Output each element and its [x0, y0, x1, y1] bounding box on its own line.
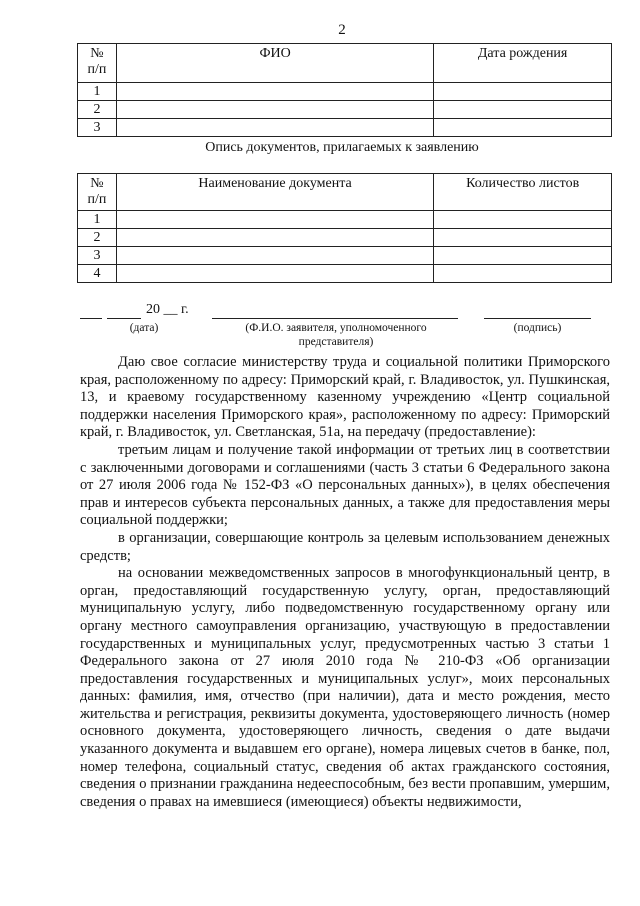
row-number: 3: [78, 119, 117, 137]
paragraph: Даю свое согласие министерству труда и социальной политики Приморского края, расположенному по адресу: Приморский край, г. Владивосток, ул. Пушкинская, 13, и краевому государственному казенному учреждению «Центр социальной поддержки населения Приморского края», расположенному по адресу: Приморский край, г. Владивосток, ул. Светланская, 51а, на передачу (предоставление):: [80, 354, 610, 441]
table-row: [78, 229, 612, 247]
document-cell[interactable]: [116, 247, 433, 265]
row-number: 1: [78, 211, 117, 229]
header-dob: Дата рождения: [434, 44, 612, 83]
persons-table: [77, 43, 612, 137]
fio-cell[interactable]: [116, 101, 433, 119]
table-row: [78, 119, 612, 137]
paragraph: на основании межведомственных запросов в многофункциональный центр, в орган, предоставляющий государственную услугу, орган, предоставляющий муниципальную услугу, либо подведомственную государственному органу или органу местного самоуправления организацию, участвующую в предоставлении государственных и муниципальных услуг, предусмотренных частью 3 статьи 1 Федерального закона от 27 июля 2010 года № 210-ФЗ «Об организации предоставления государственных и муниципальных услуг», моих персональных данных: фамилия, имя, отчество (при наличии), дата и место рождения, место жительства и регистрация, реквизиты документа, удостоверяющего личность (номер основного документа, удостоверяющего личность, сведения о дате выдачи указанного документа и выдавшем его органе), номера лицевых счетов в банке, пол, номер телефона, социальный статус, сведения об актах гражданского состояния, сведения о признании гражданина недееспособным, без вести пропавшим, умершим, сведения о правах на имевшиеся (имеющиеся) объекты недвижимости,: [80, 565, 610, 810]
row-number: 3: [78, 247, 117, 265]
document-cell[interactable]: [116, 211, 433, 229]
fio-signature-line[interactable]: [212, 304, 458, 319]
date-day-blank[interactable]: [80, 304, 102, 319]
table-row: [78, 101, 612, 119]
dob-cell[interactable]: [434, 101, 612, 119]
row-number: 4: [78, 265, 117, 283]
table-row: [78, 247, 612, 265]
signature-label: (подпись): [513, 322, 562, 334]
table-row: [78, 265, 612, 283]
date-year-text: 20 __ г.: [146, 302, 189, 317]
dob-cell[interactable]: [434, 83, 612, 101]
fio-label: (Ф.И.О. заявителя, уполномоченного представителя): [245, 322, 427, 348]
header-fio: ФИО: [116, 44, 433, 83]
table-header-row: [78, 174, 612, 211]
documents-table: [77, 173, 612, 283]
fio-cell[interactable]: [116, 83, 433, 101]
paragraph: в организации, совершающие контроль за целевым использованием денежных средств;: [80, 529, 610, 564]
sheets-cell[interactable]: [434, 229, 612, 247]
dob-cell[interactable]: [434, 119, 612, 137]
document-cell[interactable]: [116, 265, 433, 283]
date-month-blank[interactable]: [107, 304, 141, 319]
table-row: [78, 83, 612, 101]
fio-cell[interactable]: [116, 119, 433, 137]
signature-line[interactable]: [484, 304, 591, 319]
header-num: № п/п: [78, 174, 117, 211]
row-number: 1: [78, 83, 117, 101]
documents-list-caption: Опись документов, прилагаемых к заявлению: [205, 140, 479, 155]
table-row: [78, 211, 612, 229]
paragraph: третьим лицам и получение такой информации от третьих лиц в соответствии с заключенными договорами и соглашениями (часть 3 статьи 6 Федерального закона от 27 июля 2006 года № 152-ФЗ «О персональных данных»), в целях обеспечения прав и интересов субъекта персональных данных, а также для предоставления меры социальной поддержки;: [80, 441, 610, 529]
sheets-cell[interactable]: [434, 211, 612, 229]
header-sheets: Количество листов: [434, 174, 612, 211]
table-header-row: [78, 44, 612, 83]
consent-text: [80, 354, 610, 811]
sheets-cell[interactable]: [434, 247, 612, 265]
header-document: Наименование документа: [116, 174, 433, 211]
document-cell[interactable]: [116, 229, 433, 247]
sheets-cell[interactable]: [434, 265, 612, 283]
header-num: № п/п: [78, 44, 117, 83]
page-number: 2: [338, 22, 346, 38]
row-number: 2: [78, 101, 117, 119]
date-label: (дата): [129, 322, 159, 334]
row-number: 2: [78, 229, 117, 247]
